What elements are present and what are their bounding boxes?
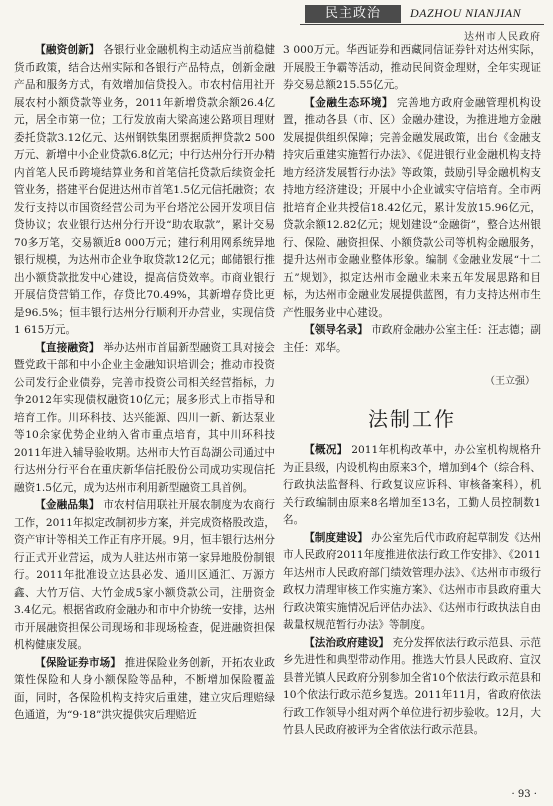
paragraph-text: 举办达州市首届新型融资工具对接会暨党政干部和中小企业主金融知识培训会；推动市投资公司发行企业债券，完善市投资公司相关经营指标，力争2012年实现债权融资10亿元；展多形式上市指导和培育工作。川环科技、达兴能源、四川一新、新达泵业等10余家优势企业纳入省市重点培育，其中川环科技2011年进入辅导验收期。达州市大竹百岛湖公司通过中行达州分行平台在重庆新华信托股份公司成功实现信托融资1.5亿元，成为达州市利用新型融资工具首例。	[14, 341, 275, 494]
paragraph-text: 完善地方政府金融管理机构设置，推动各县（市、区）金融办建设，为推进地方金融发展提供组织保障；完善金融发展政策，出台《金融支持灾后重建实施暂行办法》、《促进银行业金融机构支持地方经济发展暂行办法》等政策，鼓励引导金融机构支持地方经济建设；开展中小企业诚实守信培育。全市两批培育企业共授信18.42亿元，累计发放15.96亿元，贷款余额12.82亿元；规划建设“金融街”，整合达州银行、保险、融资担保、小额贷款公司等机构金融服务，提升达州市金融业整体形象。编制《金融业发展“十二五”规划》，拟定达州市金融业未来五年发展思路和目标，为达州市金融业发展提供蓝图，有力支持达州市生产性服务业中心建设。	[283, 96, 542, 319]
paragraph-direct-financing	[14, 340, 275, 498]
header-divider	[300, 24, 544, 25]
left-column	[14, 42, 275, 725]
paragraph-tag: 【金融生态环境】	[304, 96, 394, 109]
author-credit: （王立强）	[485, 376, 535, 387]
paragraph-tag: 【直接融资】	[35, 341, 100, 354]
paragraph-continued	[283, 42, 541, 95]
section-title: 法制工作	[368, 406, 456, 431]
paragraph-tag: 【金融品集】	[35, 499, 100, 511]
paragraph-overview	[283, 442, 541, 530]
page-header	[0, 0, 553, 42]
paragraph-tag: 【制度建设】	[304, 531, 368, 544]
paragraph-text: 3 000万元。华西证券和西藏同信证券针对达州实际，开展股王争霸等活动，推动民间资金理财，全年实现证券交易总额215.55亿元。	[283, 44, 541, 91]
paragraph-tag: 【领导名录】	[304, 324, 368, 336]
paragraph-tag: 【融资创新】	[35, 44, 100, 56]
paragraph-financial-ecology	[283, 95, 541, 323]
right-column	[283, 42, 541, 740]
paragraph-text: 2011年机构改革中，办公室机构规格升为正县级，内设机构由原来3个，增加到4个（综合科、行政执法监督科、行政复议应诉科、审核备案科），机关行政编制由原来8名增加至13名，工勤人员控制数1名。	[283, 444, 542, 526]
paragraph-tag: 【概况】	[304, 444, 348, 456]
paragraph-financing-innovation	[14, 42, 275, 340]
paragraph-financial-institutions	[14, 497, 275, 655]
paragraph-text: 充分发挥依法行政示范县、示范乡先进性和典型带动作用。推选大竹县人民政府、宣汉县普光镇人民政府分别参加全省10个依法行政示范县和10个依法行政示范乡复选。2011年11月，省政府依法行政工作领导小组对两个单位进行初步验收。12月，大竹县人民政府被评为全省依法行政示范县。	[283, 636, 541, 736]
paragraph-text: 市农村信用联社开展农制度为农商行工作，2011年拟定改制初步方案，并完成资格股改造，资产审计等相关工作正有序开展。9月，恒丰银行达州分行正式开业营运，成为人驻达州市第一家异地股份制银行。2011年批准设立达县必发、通川区通汇、万源方鑫、大竹万信、大竹金成5家小额贷款公司，注册资金3.4亿元。根据省政府金融办和市中介协统一安排，达州市开展融资担保公司现场和非现场检查，促进融资担保机构健康发展。	[14, 499, 275, 651]
paragraph-text: 推进保险业务创新，开拓农业政策性保险和人身小额保险等品种，不断增加保险覆盖面，同时，各保险机构支持灾后重建，建立灾后理赔绿色通道，为“9·18”洪灾提供灾后理赔近	[14, 656, 275, 721]
paragraph-leadership	[283, 322, 541, 357]
page-number: · 93 ·	[511, 789, 537, 800]
publisher-label: 达州市人民政府	[464, 32, 541, 43]
paragraph-rule-of-law	[283, 635, 541, 740]
paragraph-insurance-securities	[14, 655, 275, 725]
section-label: 民主政治	[305, 5, 401, 23]
magazine-title: DAZHOU NIANJIAN	[410, 6, 522, 20]
paragraph-text: 办公室先后代市政府起草制发《达州市人民政府2011年度推进依法行政工作安排》、《2011年达州市人民政府部门绩效管理办法》、《达州市市级行政权力清理审核工作实施方案》、《达州市市县政府重大行政决策实施情况后评估办法》、《达州市行政执法自由裁量权规范暂行办法》等制度。	[283, 531, 541, 631]
paragraph-tag: 【保险证券市场】	[35, 656, 122, 669]
paragraph-text: 各银行业金融机构主动适应当前稳健货币政策，结合达州实际和各银行产品特点，创新金融产品和服务方式，有效增加信贷投入。市农村信用社开展农村小额贷款等业务，2011年新增贷款余额26.4亿元，居全市第一位；工行发放南大梁高速公路项目理财委托贷款3.12亿元、达州钢铁集团票据质押贷款2 500万元、新增中小企业贷款6.8亿元；中行达州分行开办精内首笔人民币跨境结算业务和首笔信托贷款后续资金托管业务，搭建平台促进达州市首笔1.5亿元信托融资；农发行支持以市国资经营公司为平台塔沱公园开发项目信贷协议；农业银行达州分行开设“助农取款”，累计交易70多万笔，交易额近8 000万元；建行利用网系统异地银行规模，为达州市企业争取贷款12亿元；邮储银行推出小额贷款批发中心建设，提高信贷效率。市商业银行开展信贷营销工作，存贷比70.49%，其新增存贷比更是96.5%；恒丰银行达州分行顺利开办营业，实现信贷1 615万元。	[14, 44, 275, 336]
paragraph-system-building	[283, 530, 541, 635]
paragraph-tag: 【法治政府建设】	[304, 636, 390, 649]
paragraph-text: 市政府金融办公室主任：汪志德；副主任：邓华。	[283, 324, 541, 354]
